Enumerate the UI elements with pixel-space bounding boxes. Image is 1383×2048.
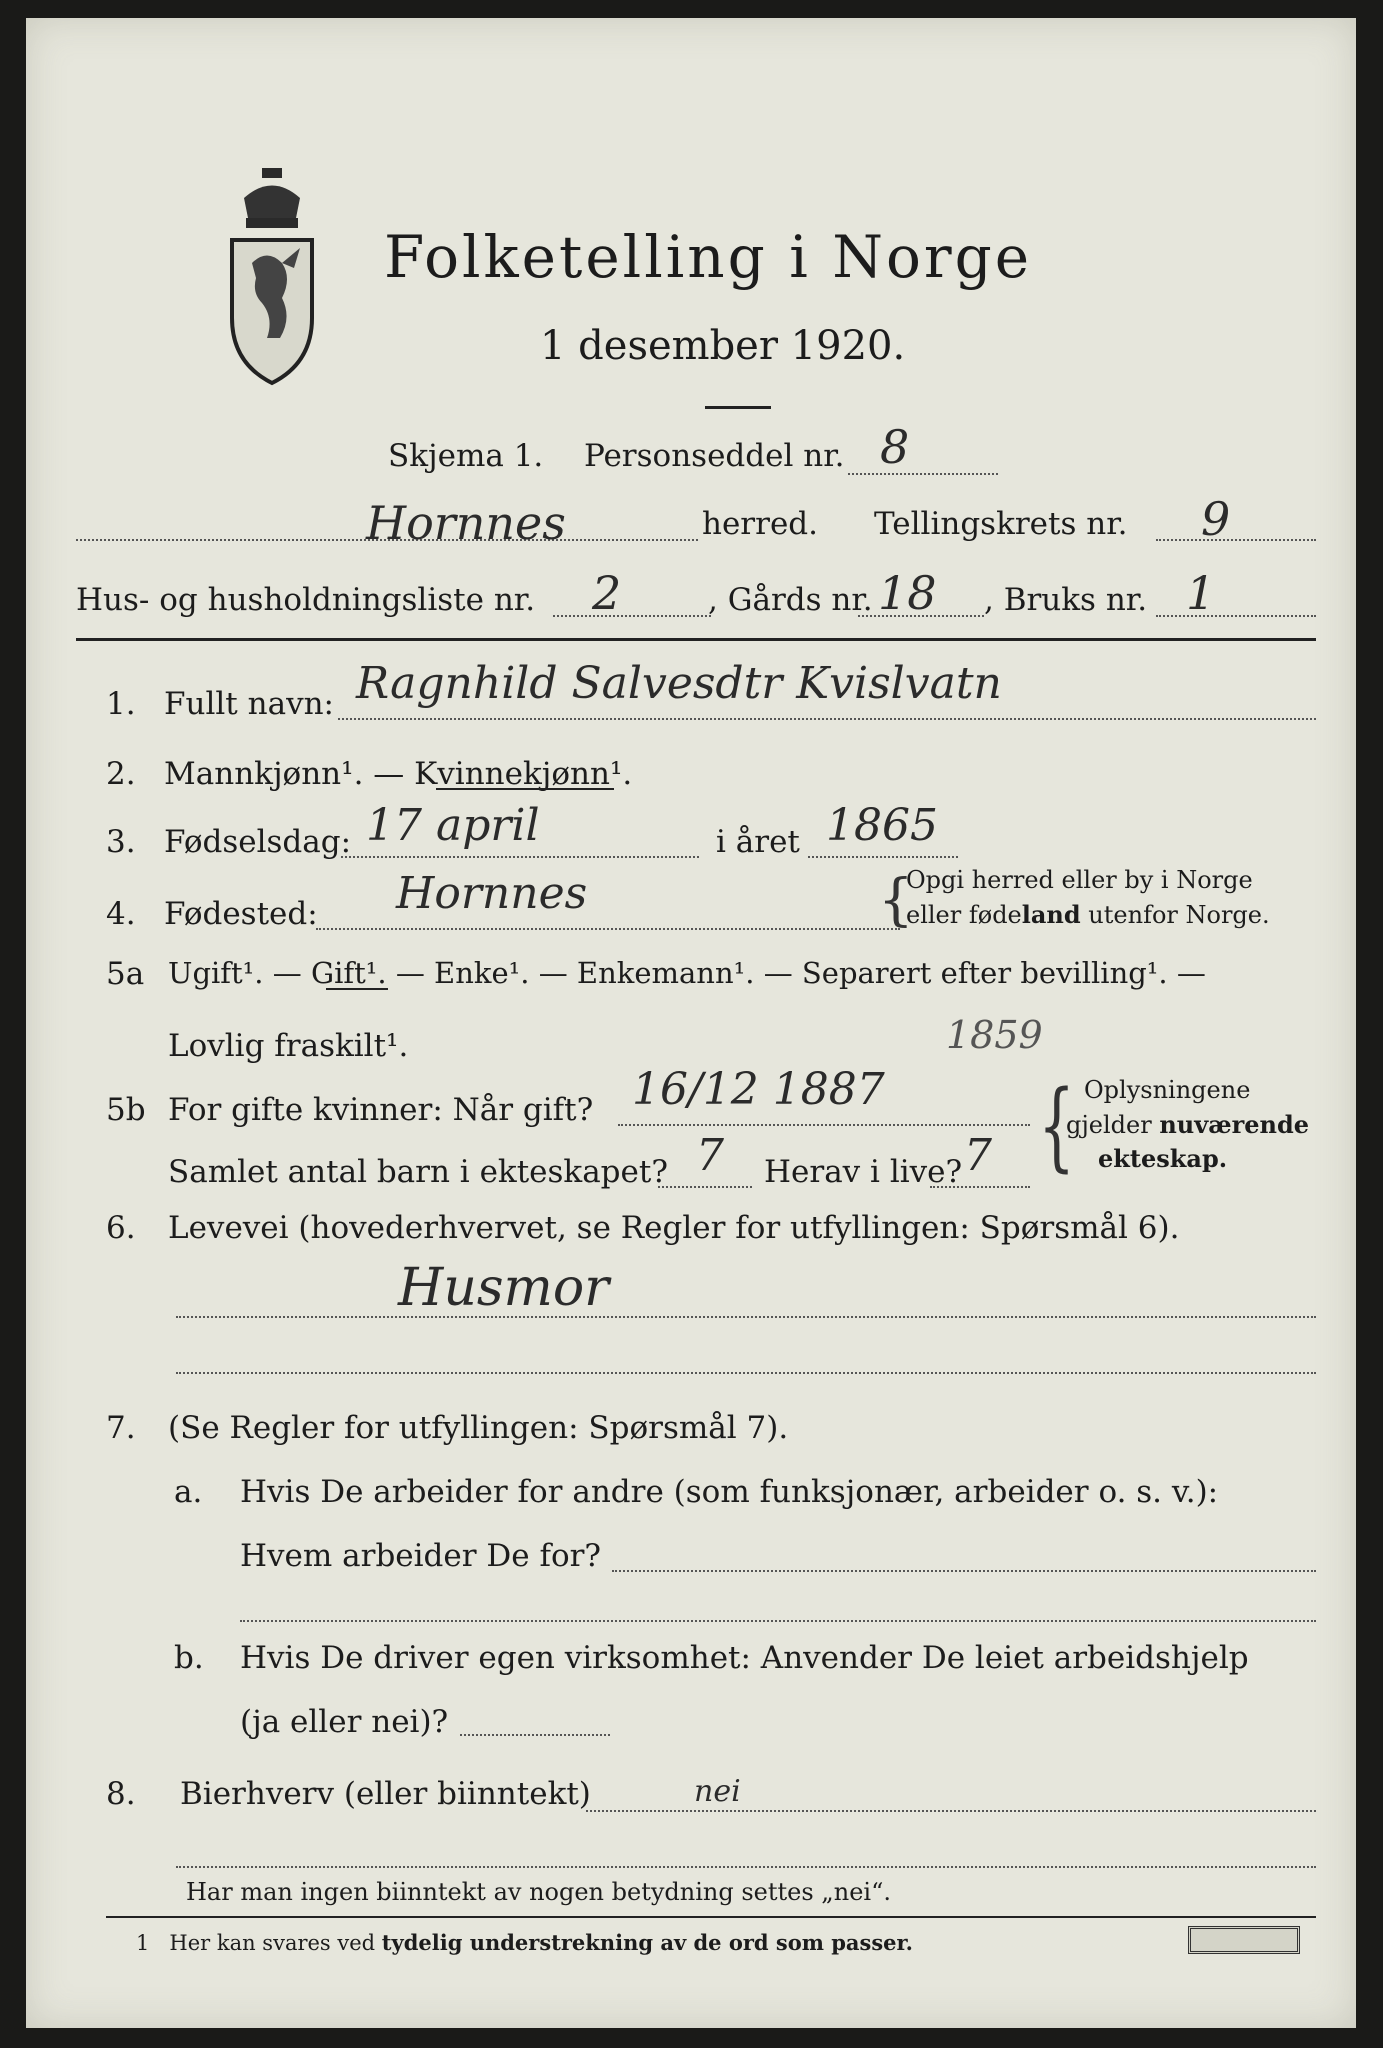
- q4-note-part2: utenfor Norge.: [1080, 901, 1270, 929]
- q8-line2: [176, 1866, 1316, 1868]
- footnote-number: 1: [136, 1931, 150, 1955]
- tellingskrets-line: [1156, 539, 1316, 541]
- footnote-part1: Her kan svares ved: [169, 1931, 382, 1955]
- q5b-note-line1: Oplysningene: [1084, 1076, 1251, 1104]
- q1-label: Fullt navn:: [164, 686, 334, 722]
- q5b-note-line2: [1066, 1110, 1309, 1139]
- footnote-bold: tydelig understrekning av de ord som passer.: [381, 1930, 913, 1955]
- herred-value[interactable]: Hornnes: [366, 496, 566, 550]
- form-title: Folketelling i Norge: [384, 223, 1033, 291]
- bruks-line: [1156, 615, 1316, 617]
- q6-number: 6.: [106, 1210, 136, 1246]
- q1-value[interactable]: Ragnhild Salvesdtr Kvislvatn: [356, 658, 1002, 709]
- husliste-label: Hus- og husholdningsliste nr.: [76, 582, 536, 618]
- q5b-value[interactable]: 16/12 1887: [632, 1064, 885, 1115]
- q7b-letter: b.: [174, 1640, 204, 1676]
- q5b-note-bold: nuværende: [1159, 1110, 1310, 1139]
- herred-label: herred.: [702, 506, 818, 542]
- q5b-children-value[interactable]: 7: [696, 1130, 724, 1181]
- census-form-page: [26, 18, 1356, 2028]
- q7-label: (Se Regler for utfyllingen: Spørsmål 7).: [168, 1410, 789, 1446]
- q3-year-label: i året: [716, 824, 800, 860]
- q1-number: 1.: [106, 686, 136, 722]
- gards-value[interactable]: 18: [878, 566, 937, 620]
- q4-note-line1: Opgi herred eller by i Norge: [906, 866, 1253, 894]
- q3-label: Fødselsdag:: [164, 824, 352, 860]
- q8-line1: [586, 1810, 1316, 1812]
- form-date: 1 desember 1920.: [540, 323, 906, 369]
- footnote: [136, 1930, 913, 1955]
- q5b-note-line3: ekteskap.: [1098, 1144, 1228, 1173]
- q3-year-line: [808, 856, 958, 858]
- q7b-label: Hvis De driver egen virksomhet: Anvender De leiet arbeidshjelp: [240, 1640, 1249, 1676]
- q4-line: [316, 928, 900, 930]
- q5a-annotation: 1859: [946, 1013, 1043, 1057]
- q6-line1: [176, 1316, 1316, 1318]
- q4-value[interactable]: Hornnes: [396, 868, 588, 919]
- skjema-label: Skjema 1.: [388, 438, 544, 474]
- q4-note-line2: [906, 900, 1270, 929]
- q5b-alive-label: Herav i live?: [764, 1154, 963, 1190]
- title-divider: [705, 406, 771, 409]
- q3-year-value[interactable]: 1865: [826, 800, 938, 851]
- q6-line2: [176, 1372, 1316, 1374]
- q2-label: Mannkjønn¹. — Kvinnekjønn¹.: [164, 756, 633, 792]
- q7a-label: Hvis De arbeider for andre (som funksjonær, arbeider o. s. v.):: [240, 1474, 1219, 1510]
- q5b-alive-line: [930, 1186, 1030, 1188]
- q3-value[interactable]: 17 april: [366, 800, 540, 851]
- q5b-note-part1: gjelder: [1066, 1111, 1160, 1139]
- q3-line: [341, 856, 699, 858]
- q5b-brace: {: [1038, 1070, 1075, 1182]
- q7a-label-line2: Hvem arbeider De for?: [240, 1538, 602, 1574]
- q2-underline-kvinnekjonn: [436, 788, 614, 790]
- q5a-number: 5a: [106, 956, 145, 992]
- q5a-label-line2: Lovlig fraskilt¹.: [168, 1028, 409, 1064]
- printer-stamp-icon: [1188, 1926, 1300, 1954]
- q6-label: Levevei (hovederhvervet, se Regler for utfyllingen: Spørsmål 6).: [168, 1210, 1180, 1246]
- q7a-letter: a.: [174, 1474, 203, 1510]
- q7b-label-line2: (ja eller nei)?: [240, 1704, 449, 1740]
- q2-number: 2.: [106, 756, 136, 792]
- q5a-underline-gift: [326, 988, 388, 990]
- q7b-line: [460, 1734, 610, 1736]
- tellingskrets-value[interactable]: 9: [1201, 492, 1231, 546]
- footnote-divider: [106, 1916, 1316, 1918]
- q4-note-part1: eller føde: [906, 901, 1022, 929]
- header-divider: [76, 638, 1316, 641]
- tellingskrets-label: Tellingskrets nr.: [874, 506, 1128, 542]
- q7a-line2: [240, 1620, 1316, 1622]
- q5b-line: [618, 1124, 1030, 1126]
- q4-label: Fødested:: [164, 896, 318, 932]
- q6-value[interactable]: Husmor: [398, 1258, 609, 1318]
- gards-label: , Gårds nr.: [708, 582, 873, 618]
- q5b-children-label: Samlet antal barn i ekteskapet?: [168, 1154, 668, 1190]
- q7-number: 7.: [106, 1410, 136, 1446]
- q4-number: 4.: [106, 896, 136, 932]
- q3-number: 3.: [106, 824, 136, 860]
- husliste-line: [553, 615, 711, 617]
- bruks-value[interactable]: 1: [1186, 566, 1216, 620]
- q7a-line1: [612, 1570, 1316, 1572]
- q5b-number: 5b: [106, 1092, 146, 1128]
- q5a-label: Ugift¹. — Gift¹. — Enke¹. — Enkemann¹. — Separert efter bevilling¹. —: [168, 956, 1206, 990]
- coat-of-arms-icon: [222, 168, 322, 388]
- personseddel-label: Personseddel nr.: [584, 438, 845, 474]
- biinntekt-note: Har man ingen biinntekt av nogen betydning settes „nei“.: [186, 1878, 891, 1906]
- q4-note-bold: land: [1021, 900, 1081, 929]
- personseddel-line: [848, 473, 998, 475]
- q8-label: Bierhverv (eller biinntekt): [180, 1776, 591, 1812]
- q8-number: 8.: [106, 1776, 136, 1812]
- q1-line: [338, 718, 1316, 720]
- q5b-children-line: [658, 1186, 752, 1188]
- husliste-value[interactable]: 2: [592, 566, 622, 620]
- q8-value[interactable]: nei: [694, 1774, 741, 1809]
- q5b-label: For gifte kvinner: Når gift?: [168, 1092, 594, 1128]
- q4-brace: {: [878, 868, 914, 933]
- personseddel-value[interactable]: 8: [880, 420, 910, 474]
- bruks-label: , Bruks nr.: [984, 582, 1148, 618]
- q5b-alive-value[interactable]: 7: [964, 1130, 992, 1181]
